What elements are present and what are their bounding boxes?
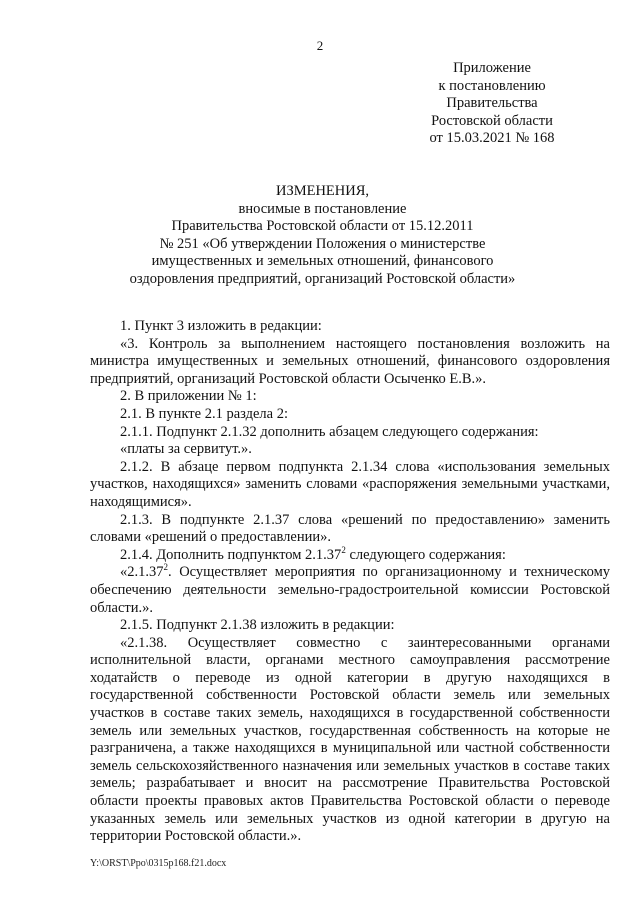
annex-line: Ростовской области: [431, 112, 553, 129]
file-path-footer: Y:\ORST\Ppo\0315p168.f21.docx: [90, 858, 227, 869]
paragraph: 2. В приложении № 1:: [120, 388, 257, 405]
annex-line: Правительства: [446, 95, 538, 111]
title-line: оздоровления предприятий, организаций Ростовской области»: [129, 270, 516, 287]
paragraph: [90, 564, 610, 617]
paragraph-text: «2.1.37: [120, 564, 164, 581]
paragraph: «2.1.38. Осуществляет совместно с заинтересованными органами исполнительной власти, органами местного самоуправления рассмотрение ходатайств о переводе из одной категории в другую находящихся в государственной собственности Ростовской области земель или земельных участков в составе таких земель, находящихся в государственной собственности земель или земельных участков, государственная собственность на которые не разграничена, а также находящихся в муниципальной или частной собственности земель сельскохозяйственного назначения или земельных участков в составе таких земель; разрабатывает и вносит на рассмотрение Правительства Ростовской области проекты правовых актов Правительства Ростовской области о переводе указанных земель или земельных участков из одной категории в другую на территории Ростовской области.».: [90, 634, 610, 845]
annex-header: [402, 60, 582, 148]
title-line: вносимые в постановление: [238, 200, 407, 217]
paragraph-text: . Осуществляет мероприятия по организационному и техническому обеспечению деятельности земельно-градостроительной комиссии Ростовской области.».: [90, 564, 610, 616]
document-title: [90, 183, 555, 288]
annex-line: к постановлению: [438, 77, 546, 94]
paragraph: «платы за сервитут.».: [120, 441, 252, 458]
title-heading: ИЗМЕНЕНИЯ,: [275, 183, 370, 199]
page-number: 2: [316, 38, 324, 53]
paragraph: [90, 544, 610, 565]
document-body: [90, 318, 610, 846]
title-line: Правительства Ростовской области от 15.12.2011: [171, 218, 474, 234]
annex-line: Приложение: [453, 60, 531, 76]
superscript: 2: [341, 544, 346, 555]
paragraph-text: 2.1.4. Дополнить подпунктом 2.1.37: [120, 546, 342, 563]
paragraph: 2.1. В пункте 2.1 раздела 2:: [120, 405, 288, 422]
title-line: № 251 «Об утверждении Положения о министерстве: [159, 235, 486, 252]
paragraph: 1. Пункт 3 изложить в редакции:: [120, 318, 322, 334]
superscript: 2: [163, 562, 168, 573]
paragraph: «3. Контроль за выполнением настоящего постановления возложить на министра имущественных и земельных отношений, финансового оздоровления предприятий, организаций Ростовской области Осыченко Е.В.».: [90, 335, 610, 387]
paragraph: 2.1.1. Подпункт 2.1.32 дополнить абзацем следующего содержания:: [120, 423, 539, 440]
title-line: имущественных и земельных отношений, финансового: [151, 253, 494, 269]
paragraph: 2.1.2. В абзаце первом подпункта 2.1.34 слова «использования земельных участков, находящихся» заменить словами «распоряжения земельными участками, находящимися».: [90, 458, 610, 510]
paragraph-text: следующего содержания:: [345, 546, 506, 563]
annex-line: от 15.03.2021 № 168: [429, 130, 555, 146]
paragraph: 2.1.3. В подпункте 2.1.37 слова «решений по предоставлению» заменить словами «решений о предоставлении».: [90, 511, 610, 546]
paragraph: 2.1.5. Подпункт 2.1.38 изложить в редакции:: [120, 617, 395, 634]
